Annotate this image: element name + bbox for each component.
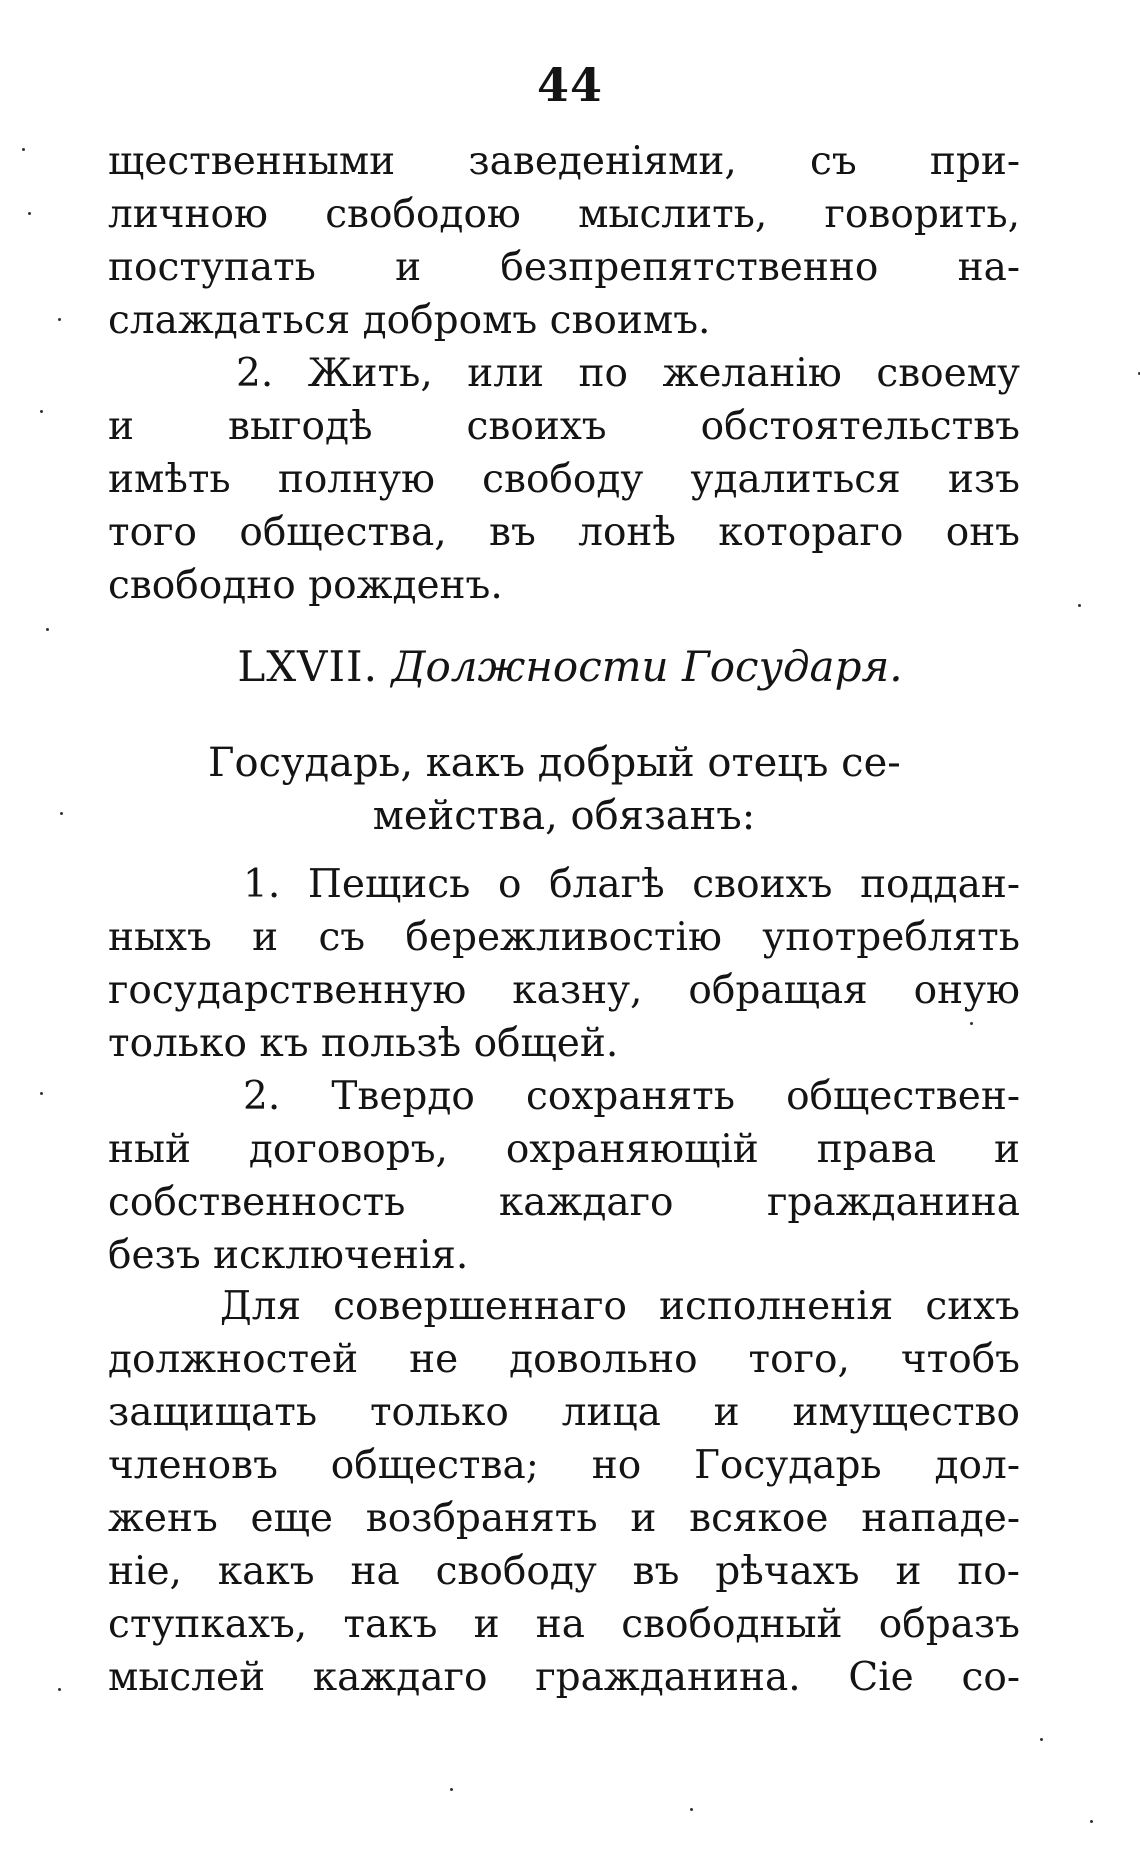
text-line: защищать только лица и имущество — [108, 1390, 1020, 1435]
text-line: членовъ общества; но Государь дол- — [108, 1443, 1020, 1488]
text-line: 2. Жить, или по желанію своему — [236, 351, 1020, 396]
text-line: только къ пользѣ общей. — [108, 1021, 619, 1066]
text-line: 2. Твердо сохранять обществен- — [243, 1074, 1020, 1119]
text-line: личною свободою мыслить, говорить, — [108, 192, 1020, 237]
print-speck — [22, 148, 25, 151]
print-speck — [690, 1808, 693, 1811]
text-line: безъ исключенія. — [108, 1233, 469, 1278]
text-line: собственность каждаго гражданина — [108, 1180, 1020, 1225]
intro-paragraph — [108, 737, 1020, 843]
text-line: ныхъ и съ бережливостію употреблять — [108, 915, 1020, 960]
text-line: щественными заведеніями, съ при- — [108, 139, 1020, 184]
text-line: мыслей каждаго гражданина. Сіе со- — [108, 1655, 1020, 1700]
print-speck — [970, 1022, 973, 1025]
print-speck — [28, 212, 31, 215]
text-line: ніе, какъ на свободу въ рѣчахъ и по- — [108, 1549, 1020, 1594]
text-line: поступать и безпрепятственно на- — [108, 245, 1020, 290]
print-speck — [1078, 604, 1081, 607]
section-heading — [0, 642, 1140, 691]
paragraph-3 — [108, 1280, 1020, 1704]
print-speck — [40, 1092, 43, 1095]
text-line: Для совершеннаго исполненія сихъ — [220, 1284, 1020, 1329]
section-title: Должности Государя. — [391, 642, 903, 691]
text-line: слаждаться добромъ своимъ. — [108, 298, 711, 343]
text-line: государственную казну, обращая оную — [108, 968, 1020, 1013]
section-number: LXVII. — [237, 642, 378, 691]
page-number: 44 — [536, 58, 603, 112]
text-line: Государь, какъ добрый отецъ се- — [208, 740, 901, 786]
print-speck — [450, 1788, 453, 1791]
text-line: 1. Пещись о благѣ своихъ поддан- — [243, 862, 1020, 907]
text-line: мейства, обязанъ: — [372, 793, 756, 839]
paragraph-1 — [108, 135, 1020, 612]
text-line: того общества, въ лонѣ котораго онъ — [108, 510, 1020, 555]
duties-list — [108, 858, 1020, 1282]
print-speck — [58, 1688, 61, 1691]
text-line: женъ еще возбранять и всякое нападе- — [108, 1496, 1020, 1541]
print-speck — [1090, 1820, 1093, 1823]
print-speck — [1040, 1738, 1043, 1741]
text-line: ный договоръ, охраняющій права и — [108, 1127, 1020, 1172]
print-speck — [40, 410, 43, 413]
text-line: имѣть полную свободу удалиться изъ — [108, 457, 1020, 502]
text-line: и выгодѣ своихъ обстоятельствъ — [108, 404, 1020, 449]
text-line: должностей не довольно того, чтобъ — [108, 1337, 1020, 1382]
print-speck — [60, 812, 63, 815]
print-speck — [46, 628, 49, 631]
print-speck — [58, 318, 61, 321]
text-line: ступкахъ, такъ и на свободный образъ — [108, 1602, 1020, 1647]
text-line: свободно рожденъ. — [108, 563, 503, 608]
